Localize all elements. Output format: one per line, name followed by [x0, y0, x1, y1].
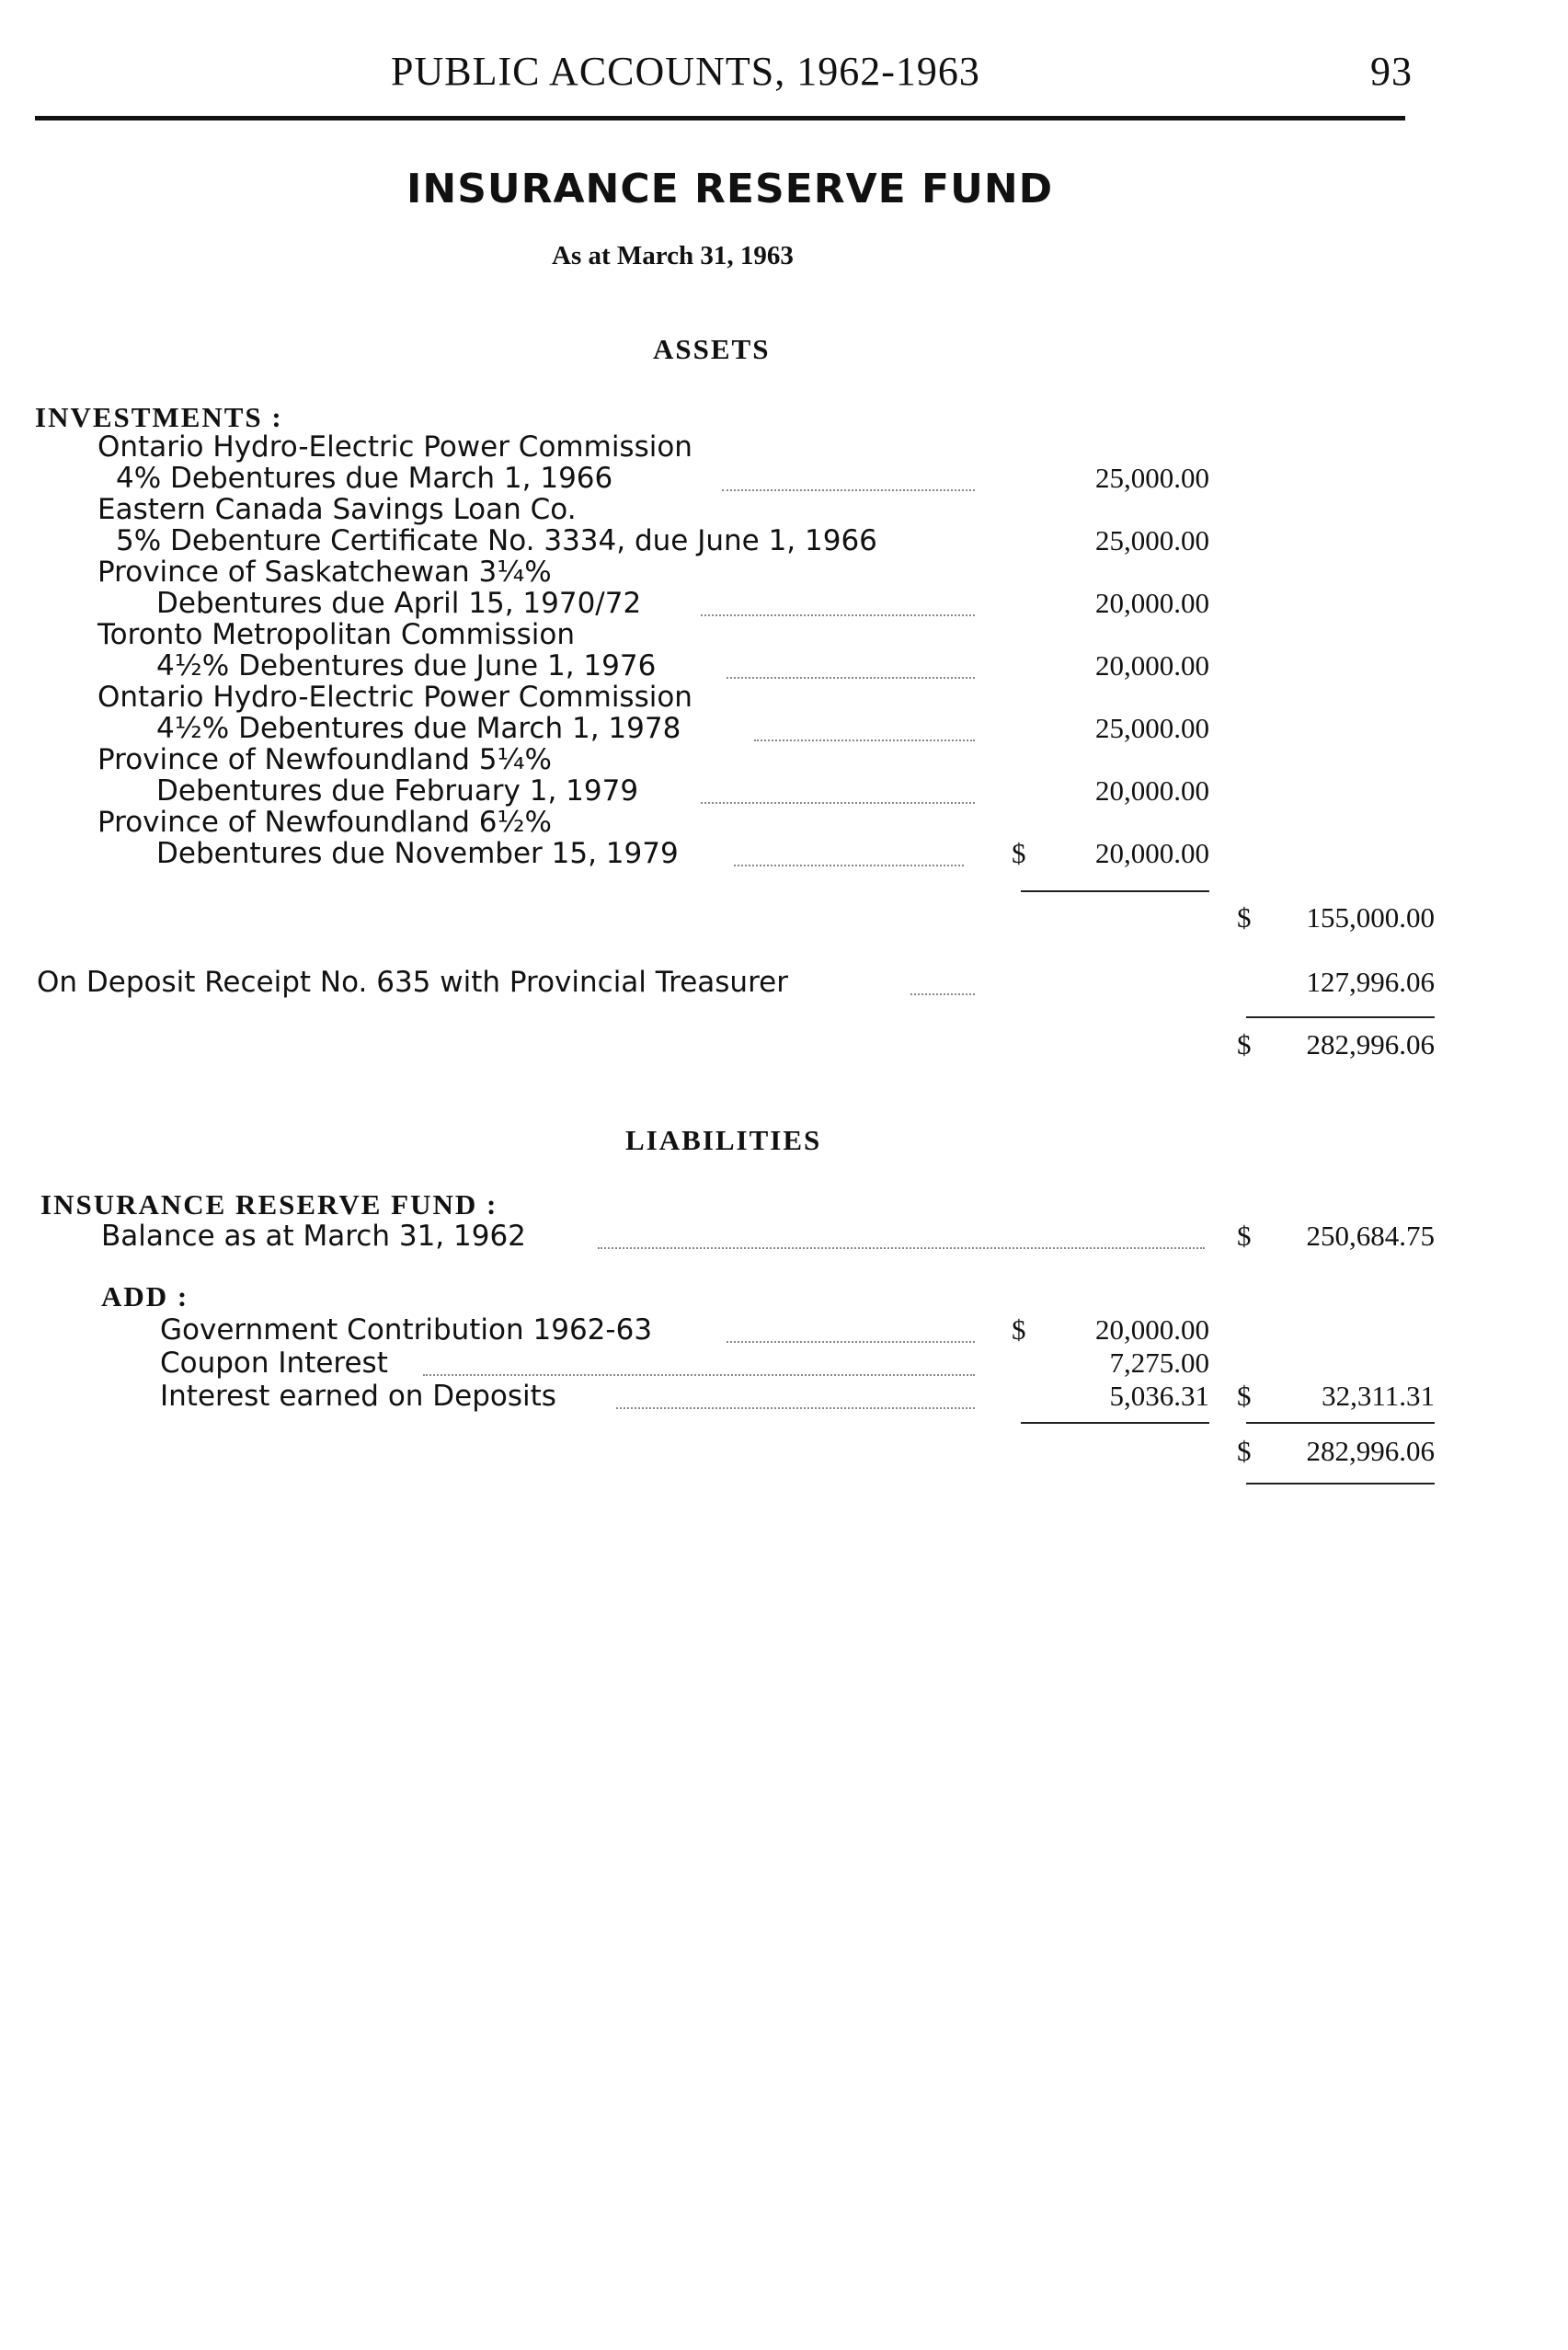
- investment-description: 4½% Debentures due March 1, 1978: [156, 712, 681, 745]
- assets-heading: ASSETS: [653, 333, 771, 365]
- dot-leader: [598, 1247, 1205, 1249]
- header-rule: [35, 116, 1405, 120]
- balance-amount: 250,684.75: [1306, 1220, 1435, 1252]
- currency-sign: $: [1237, 1435, 1252, 1467]
- dot-leader: [910, 993, 975, 995]
- dot-leader: [754, 739, 975, 741]
- balance-label: Balance as at March 31, 1962: [101, 1220, 526, 1253]
- deposit-label: On Deposit Receipt No. 635 with Provincial Treasurer: [37, 966, 788, 999]
- dot-leader: [734, 865, 964, 866]
- subtotal-rule: [1021, 1422, 1209, 1424]
- page-number: 93: [1370, 49, 1413, 94]
- liabilities-total: 282,996.06: [1306, 1435, 1435, 1467]
- investment-description: 4½% Debentures due June 1, 1976: [156, 649, 657, 682]
- investment-description: Debentures due February 1, 1979: [156, 774, 639, 808]
- addition-amount: 5,036.31: [1109, 1380, 1209, 1412]
- investment-amount: 20,000.00: [1095, 774, 1209, 807]
- currency-sign: $: [1237, 1380, 1252, 1412]
- investment-issuer: Province of Saskatchewan 3¼%: [97, 556, 552, 589]
- investment-issuer: Ontario Hydro-Electric Power Commission: [97, 681, 692, 714]
- investment-description: 5% Debenture Certificate No. 3334, due June 1, 1966: [116, 524, 877, 557]
- investments-heading: INVESTMENTS :: [35, 401, 283, 433]
- deposit-amount: 127,996.06: [1306, 966, 1435, 998]
- document-date: As at March 31, 1963: [552, 241, 794, 270]
- investments-total: 155,000.00: [1306, 901, 1435, 934]
- currency-sign: $: [1237, 1028, 1252, 1060]
- document-title: INSURANCE RESERVE FUND: [406, 166, 1054, 212]
- dot-leader: [722, 489, 975, 491]
- dot-leader: [701, 614, 975, 616]
- investment-issuer: Ontario Hydro-Electric Power Commission: [97, 430, 692, 464]
- investment-issuer: Toronto Metropolitan Commission: [97, 618, 575, 651]
- dot-leader: [727, 677, 975, 679]
- fund-heading: INSURANCE RESERVE FUND :: [40, 1188, 498, 1221]
- investment-description: Debentures due April 15, 1970/72: [156, 587, 642, 620]
- dot-leader: [701, 802, 975, 804]
- dot-leader: [616, 1407, 975, 1409]
- subtotal-rule: [1021, 890, 1209, 892]
- addition-label: Government Contribution 1962-63: [160, 1313, 653, 1347]
- investment-issuer: Province of Newfoundland 6½%: [97, 806, 552, 839]
- currency-sign: $: [1237, 1220, 1252, 1252]
- currency-sign: $: [1237, 901, 1252, 934]
- liabilities-heading: LIABILITIES: [625, 1124, 822, 1156]
- running-head-title: PUBLIC ACCOUNTS, 1962-1963: [391, 49, 980, 94]
- assets-total: 282,996.06: [1306, 1028, 1435, 1060]
- currency-sign: $: [1012, 837, 1026, 869]
- investment-description: 4% Debentures due March 1, 1966: [116, 462, 613, 495]
- investment-issuer: Eastern Canada Savings Loan Co.: [97, 493, 577, 526]
- addition-label: Interest earned on Deposits: [160, 1380, 556, 1413]
- addition-amount: 7,275.00: [1109, 1347, 1209, 1379]
- additions-total: 32,311.31: [1322, 1380, 1435, 1412]
- addition-label: Coupon Interest: [160, 1347, 388, 1380]
- dot-leader: [423, 1374, 975, 1376]
- investment-amount: 25,000.00: [1095, 524, 1209, 556]
- total-rule: [1246, 1016, 1435, 1018]
- investment-amount: 20,000.00: [1095, 837, 1209, 869]
- investment-description: Debentures due November 15, 1979: [156, 837, 679, 870]
- add-heading: ADD :: [101, 1280, 189, 1313]
- dot-leader: [727, 1341, 975, 1343]
- investment-amount: 20,000.00: [1095, 649, 1209, 682]
- currency-sign: $: [1012, 1313, 1026, 1346]
- investment-issuer: Province of Newfoundland 5¼%: [97, 743, 552, 776]
- investment-amount: 20,000.00: [1095, 587, 1209, 619]
- double-rule-top: [1246, 1483, 1435, 1485]
- total-rule: [1246, 1422, 1435, 1424]
- addition-amount: 20,000.00: [1095, 1313, 1209, 1346]
- investment-amount: 25,000.00: [1095, 462, 1209, 494]
- investment-amount: 25,000.00: [1095, 712, 1209, 744]
